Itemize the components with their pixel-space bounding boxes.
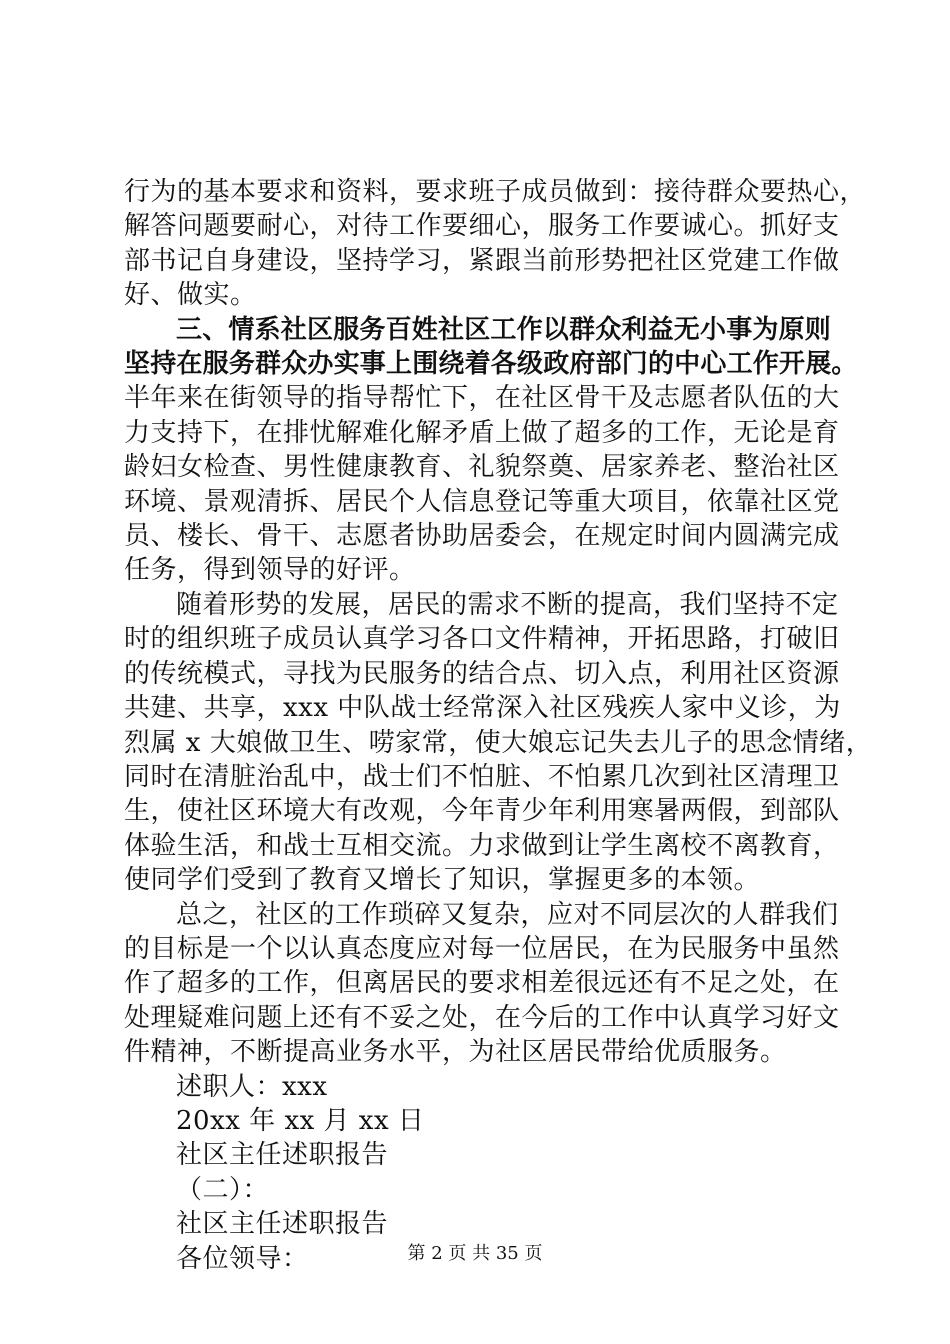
body-line: 环境、景观清拆、居民个人信息登记等重大项目，依靠社区党 (124, 486, 840, 517)
body-line: 共建、共享，xxx 中队战士经常深入社区残疾人家中义诊，为 (124, 693, 841, 724)
body-line: 部书记自身建设，坚持学习，紧跟当前形势把社区党建工作做 (124, 245, 840, 276)
paragraph-start-line: 随着形势的发展，居民的需求不断的提高，我们坚持不定 (176, 589, 839, 620)
body-line: 行为的基本要求和资料，要求班子成员做到：接待群众要热心， (124, 177, 867, 207)
body-line: 解答问题要耐心，对待工作要细心，服务工作要诚心。抓好支 (124, 211, 840, 242)
page-footer: 第 2 页 共 35 页 (407, 1243, 543, 1264)
body-line: 生，使社区环境大有改观，今年青少年利用寒暑两假，到部队 (124, 796, 840, 827)
signature-date: 20xx 年 xx 月 xx 日 (176, 1105, 425, 1136)
section-heading-line: 三、情系社区服务百姓社区工作以群众利益无小事为原则 (176, 314, 832, 345)
report-section-label: （二）： (176, 1174, 270, 1205)
body-line: 员、楼长、骨干、志愿者协助居委会，在规定时间内圆满完成 (124, 521, 840, 552)
body-line: 时的组织班子成员认真学习各口文件精神，开拓思路，打破旧 (124, 624, 840, 655)
paragraph-start-line: 总之，社区的工作琐碎又复杂，应对不同层次的人群我们 (176, 899, 839, 930)
document-body (124, 175, 873, 1276)
salutation-line: 各位领导： (176, 1243, 309, 1274)
body-line: 半年来在街领导的指导帮忙下，在社区骨干及志愿者队伍的大 (124, 383, 840, 414)
body-line: 力支持下，在排忧解难化解矛盾上做了超多的工作，无论是育 (124, 417, 840, 448)
body-line: 处理疑难问题上还有不妥之处，在今后的工作中认真学习好文 (124, 1002, 840, 1033)
body-line: 作了超多的工作，但离居民的要求相差很远还有不足之处，在 (124, 968, 840, 999)
body-line: 烈属 x 大娘做卫生、唠家常，使大娘忘记失去儿子的思念情绪， (124, 727, 873, 758)
body-line: 使同学们受到了教育又增长了知识，掌握更多的本领。 (124, 865, 761, 896)
body-line: 件精神，不断提高业务水平，为社区居民带给优质服务。 (124, 1037, 787, 1068)
body-line: 龄妇女检查、男性健康教育、礼貌祭奠、居家养老、整治社区 (124, 452, 840, 483)
body-line: 的传统模式，寻找为民服务的结合点、切入点，利用社区资源 (124, 658, 840, 689)
signature-name: 述职人：xxx (176, 1071, 328, 1102)
body-line: 任务，得到领导的好评。 (124, 555, 416, 586)
report-title: 社区主任述职报告 (176, 1209, 389, 1240)
body-line: 体验生活，和战士互相交流。力求做到让学生离校不离教育， (124, 830, 840, 861)
report-title: 社区主任述职报告 (176, 1140, 389, 1171)
body-line: 好、做实。 (124, 280, 257, 311)
body-line: 同时在清脏治乱中，战士们不怕脏、不怕累几次到社区清理卫 (124, 761, 840, 792)
section-heading-line: 坚持在服务群众办实事上围绕着各级政府部门的中心工作开展。 (124, 349, 858, 380)
body-line: 的目标是一个以认真态度应对每一位居民，在为民服务中虽然 (124, 933, 840, 964)
